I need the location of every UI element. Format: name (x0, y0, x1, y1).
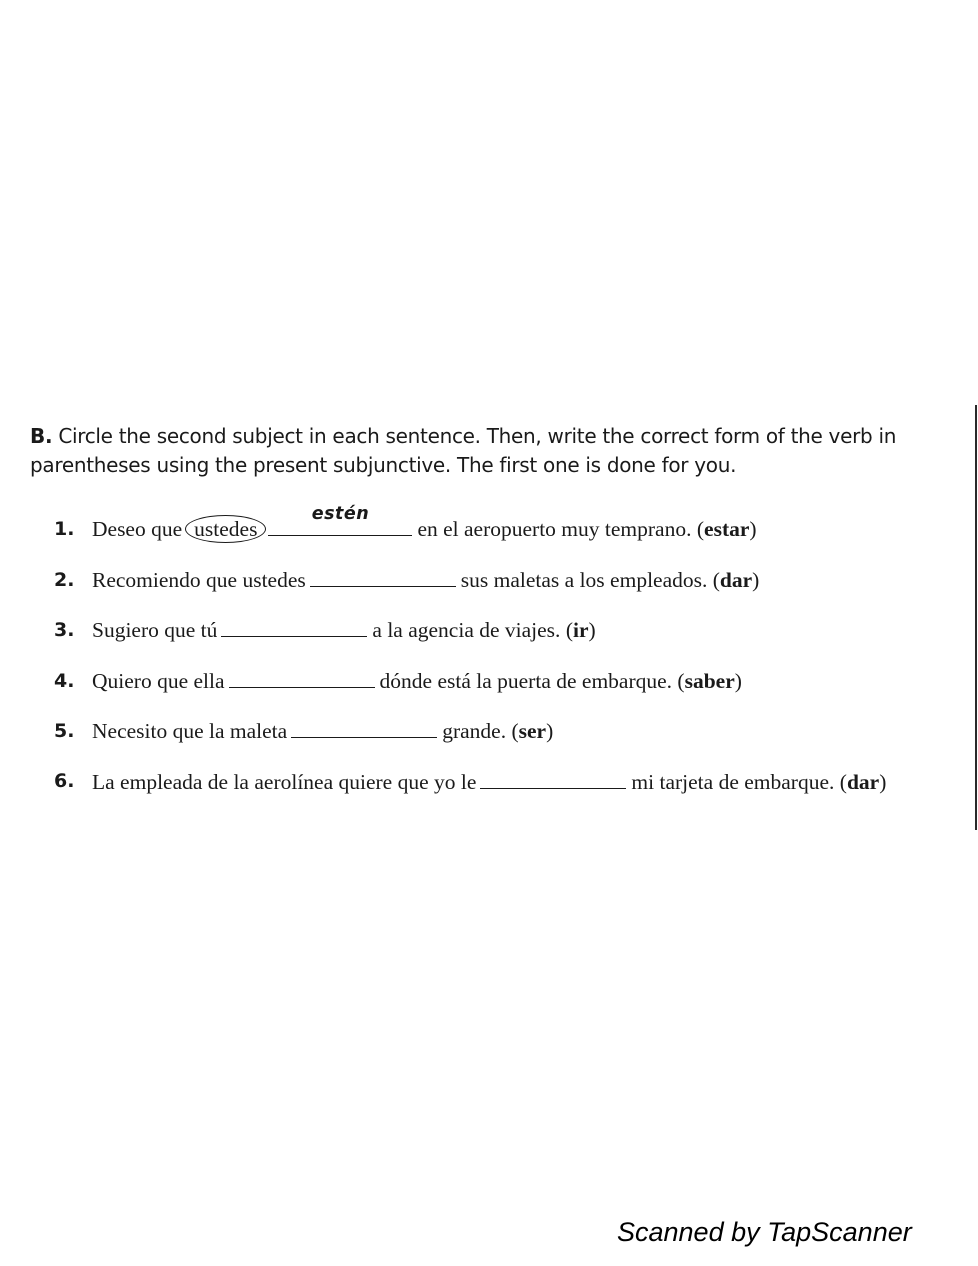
scanner-watermark: Scanned by TapScanner (617, 1217, 912, 1247)
item-text-after: dónde está la puerta de embarque. (379, 668, 673, 693)
item-text-before: Deseo que (92, 517, 183, 541)
item-text-before: Quiero que ella (92, 668, 225, 693)
item-number: 5. (54, 720, 75, 742)
exercise-item-5: 5. Necesito que la maleta grande. (ser) (54, 713, 969, 764)
item-text-before: Sugiero que tú (92, 618, 218, 642)
item-number: 6. (54, 769, 75, 792)
answer-blank[interactable] (268, 504, 412, 536)
item-number: 3. (54, 619, 75, 641)
item-text-before: Necesito que la maleta (92, 719, 288, 743)
exercise-item-1: 1. Deseo que ustedes estén en el aeropuerto muy temprano. (estar) (54, 511, 969, 562)
section-letter: B. (30, 424, 53, 448)
handwritten-answer: estén (311, 504, 370, 524)
item-text-after: sus maletas a los empleados. (460, 567, 708, 592)
infinitive-verb: ir (572, 618, 589, 642)
infinitive-verb: ser (518, 719, 547, 743)
item-text-before: La empleada de la aerolínea quiere que yo le (92, 769, 477, 794)
instructions-text: Circle the second subject in each sentence. Then, write the correct form of the verb in parentheses using the present subjunctive. The first one is done for you. (30, 424, 897, 477)
item-number: 1. (54, 518, 75, 540)
infinitive-verb: saber (684, 668, 735, 693)
infinitive-verb: dar (719, 567, 753, 592)
answer-blank[interactable] (310, 566, 456, 587)
exercise-item-3: 3. Sugiero que tú a la agencia de viajes. (ir) (54, 612, 969, 663)
exercise-item-4: 4. Quiero que ella dónde está la puerta de embarque. (saber) (54, 663, 969, 714)
item-number: 2. (54, 568, 75, 591)
answer-blank[interactable] (229, 667, 375, 688)
item-text-after: mi tarjeta de embarque. (631, 769, 835, 794)
answer-blank[interactable] (221, 616, 367, 637)
item-text-after: grande. (442, 719, 507, 743)
circled-subject: ustedes (185, 515, 266, 543)
exercise-item-2: 2. Recomiendo que ustedes sus maletas a los empleados. (dar) (54, 562, 969, 613)
exercise-item-6: 6. La empleada de la aerolínea quiere que yo le mi tarjeta de embarque. (dar) (54, 769, 887, 794)
item-text-after: a la agencia de viajes. (372, 618, 561, 642)
item-number: 4. (54, 669, 75, 692)
exercise-instructions (30, 422, 970, 480)
answer-blank[interactable] (480, 768, 626, 789)
item-text-before: Recomiendo que ustedes (92, 567, 306, 592)
scan-page-edge (975, 405, 977, 830)
infinitive-verb: estar (704, 517, 750, 541)
answer-blank[interactable] (291, 717, 437, 738)
infinitive-verb: dar (846, 769, 880, 794)
exercise-list (54, 504, 969, 796)
item-text-after: en el aeropuerto muy temprano. (417, 517, 692, 541)
